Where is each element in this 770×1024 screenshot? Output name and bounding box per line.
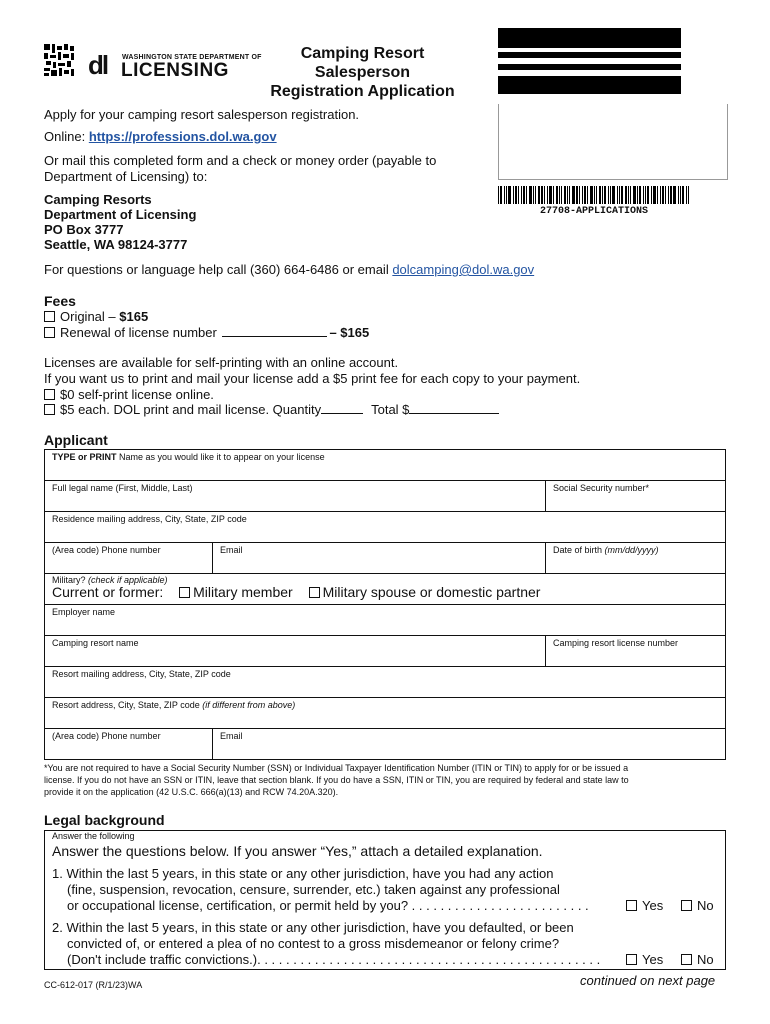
barcode-stripe bbox=[569, 186, 570, 204]
print-info: Licenses are available for self-printing with an online account. If you want us to print and mail your license add a $5 print fee for each copy to your payment. bbox=[44, 355, 581, 386]
resort-phone-field[interactable]: (Area code) Phone number bbox=[45, 729, 213, 760]
barcode-stripe bbox=[645, 186, 646, 204]
agency-name-big: LICENSING bbox=[121, 60, 229, 81]
barcode-stripe bbox=[582, 186, 583, 204]
barcode-stripe bbox=[504, 186, 505, 204]
military-member-checkbox[interactable] bbox=[179, 587, 190, 598]
barcode-stripe bbox=[612, 186, 615, 204]
question-2: 2. Within the last 5 years, in this state or any other jurisdiction, have you defaulted, or been convicted of, or entered a plea of no contest to a gross misdemeanor or felony crime? (Don't include traffic convictions.). . . . . . . . . . . . . . . . . . . . . . . . . . . . . . . . . . . . . . . . . . . . . . . . bbox=[52, 920, 601, 967]
military-field: Military? (check if applicable) Current or former: Military member Military spouse or domestic partner bbox=[45, 574, 726, 605]
mail-instructions: Or mail this completed form and a check or money order (payable to Department of Licensing) to: bbox=[44, 153, 437, 184]
barcode-stripe bbox=[541, 186, 543, 204]
military-spouse-checkbox[interactable] bbox=[309, 587, 320, 598]
barcode-stripe bbox=[590, 186, 593, 204]
barcode-stripe bbox=[604, 186, 606, 204]
barcode-stripe bbox=[643, 186, 644, 204]
barcode-stripe bbox=[651, 186, 652, 204]
q2-no: No bbox=[681, 952, 714, 967]
barcode-stripe bbox=[535, 186, 536, 204]
form-number: CC-612-017 (R/1/23)WA bbox=[44, 980, 143, 990]
barcode-stripe bbox=[673, 186, 676, 204]
barcode-stripe bbox=[556, 186, 558, 204]
phone-field[interactable]: (Area code) Phone number bbox=[45, 543, 213, 574]
barcode-stripe bbox=[647, 186, 649, 204]
resort-license-field[interactable]: Camping resort license number bbox=[546, 636, 726, 667]
barcode-stripe bbox=[533, 186, 534, 204]
barcode-stripe bbox=[680, 186, 681, 204]
q1-no: No bbox=[681, 898, 714, 913]
barcode-stripe bbox=[608, 186, 609, 204]
fee-original: Original – $165 bbox=[44, 309, 148, 325]
qr-code-icon bbox=[44, 44, 74, 76]
barcode-stripe bbox=[670, 186, 672, 204]
barcode-stripe bbox=[518, 186, 519, 204]
barcode-stripe bbox=[688, 186, 689, 204]
barcode-stripe bbox=[515, 186, 517, 204]
question-1: 1. Within the last 5 years, in this state or any other jurisdiction, have you had any action (fine, suspension, revocation, censure, surrender, etc.) taken against any professional or occupational license, certification, or permit held by you? . . . . . . . . . . . . . . . . . . . . . . . . . bbox=[52, 866, 589, 913]
barcode-stripe bbox=[621, 186, 623, 204]
dol-print-option: $5 each. DOL print and mail license. Quantity Total $ bbox=[44, 402, 499, 418]
barcode-stripe bbox=[602, 186, 603, 204]
barcode-stripe bbox=[653, 186, 656, 204]
barcode-stripe bbox=[686, 186, 687, 204]
barcode-stripe bbox=[564, 186, 566, 204]
dob-field[interactable]: Date of birth (mm/dd/yyyy) bbox=[546, 543, 726, 574]
office-use-box bbox=[498, 104, 728, 180]
renewal-checkbox[interactable] bbox=[44, 327, 55, 338]
answer-following: Answer the following bbox=[52, 831, 135, 841]
resort-address-field[interactable]: Resort address, City, State, ZIP code (if different from above) bbox=[45, 698, 726, 729]
barcode-stripe bbox=[561, 186, 562, 204]
q1-yes-checkbox[interactable] bbox=[626, 900, 637, 911]
barcode-stripe bbox=[668, 186, 669, 204]
original-checkbox[interactable] bbox=[44, 311, 55, 322]
legal-instructions: Answer the questions below. If you answer “Yes,” attach a detailed explanation. bbox=[52, 843, 543, 859]
q2-no-checkbox[interactable] bbox=[681, 954, 692, 965]
barcode-stripe bbox=[584, 186, 586, 204]
resort-name-field[interactable]: Camping resort name bbox=[45, 636, 546, 667]
legal-heading: Legal background bbox=[44, 812, 165, 828]
barcode-text: 27708-APPLICATIONS bbox=[540, 206, 649, 217]
employer-field[interactable]: Employer name bbox=[45, 605, 726, 636]
barcode-stripe bbox=[630, 186, 631, 204]
email-link[interactable]: dolcamping@dol.wa.gov bbox=[392, 262, 535, 277]
q1-yes: Yes bbox=[626, 898, 663, 913]
online-line: Online: https://professions.dol.wa.gov bbox=[44, 129, 277, 144]
barcode-stripe bbox=[625, 186, 627, 204]
barcode-stripe bbox=[639, 186, 641, 204]
resort-mailing-field[interactable]: Resort mailing address, City, State, ZIP code bbox=[45, 667, 726, 698]
fees-heading: Fees bbox=[44, 293, 76, 309]
barcode-stripe bbox=[678, 186, 679, 204]
barcode-stripe bbox=[547, 186, 548, 204]
self-print-checkbox[interactable] bbox=[44, 389, 55, 400]
barcode-stripe bbox=[567, 186, 568, 204]
form-title: Camping Resort Salesperson Registration Application bbox=[270, 45, 455, 100]
barcode-icon bbox=[498, 186, 718, 204]
barcode-stripe bbox=[660, 186, 661, 204]
q2-yes-checkbox[interactable] bbox=[626, 954, 637, 965]
renewal-license-number-field[interactable] bbox=[222, 326, 327, 337]
office-use-stamp-bars bbox=[498, 28, 681, 100]
barcode-stripe bbox=[506, 186, 507, 204]
ssn-field[interactable]: Social Security number* bbox=[546, 481, 726, 512]
barcode-stripe bbox=[665, 186, 666, 204]
barcode-stripe bbox=[657, 186, 658, 204]
barcode-stripe bbox=[610, 186, 611, 204]
online-link[interactable]: https://professions.dol.wa.gov bbox=[88, 129, 277, 144]
barcode-stripe bbox=[572, 186, 575, 204]
resort-email-field[interactable]: Email bbox=[213, 729, 726, 760]
q2-yes: Yes bbox=[626, 952, 663, 967]
applicant-heading: Applicant bbox=[44, 432, 108, 448]
email-field[interactable]: Email bbox=[213, 543, 546, 574]
barcode-stripe bbox=[662, 186, 664, 204]
barcode-stripe bbox=[521, 186, 522, 204]
barcode-stripe bbox=[579, 186, 580, 204]
dol-logo-mark: dl bbox=[88, 50, 108, 80]
intro-line: Apply for your camping resort salesperson registration. bbox=[44, 107, 360, 122]
agency-name-small: WASHINGTON STATE DEPARTMENT OF bbox=[122, 54, 262, 61]
residence-address-field[interactable]: Residence mailing address, City, State, ZIP code bbox=[45, 512, 726, 543]
barcode-stripe bbox=[508, 186, 511, 204]
barcode-stripe bbox=[544, 186, 545, 204]
license-name-field[interactable]: TYPE or PRINT Name as you would like it to appear on your license bbox=[45, 450, 726, 481]
continued-note: continued on next page bbox=[580, 973, 716, 988]
barcode-stripe bbox=[596, 186, 597, 204]
full-name-field[interactable]: Full legal name (First, Middle, Last) bbox=[45, 481, 546, 512]
barcode-stripe bbox=[553, 186, 554, 204]
barcode-stripe bbox=[594, 186, 595, 204]
barcode-stripe bbox=[529, 186, 532, 204]
total-field[interactable] bbox=[409, 403, 499, 414]
barcode-stripe bbox=[637, 186, 638, 204]
q1-no-checkbox[interactable] bbox=[681, 900, 692, 911]
mailing-address: Camping Resorts Department of Licensing PO Box 3777 Seattle, WA 98124-3777 bbox=[44, 192, 197, 252]
barcode-stripe bbox=[513, 186, 514, 204]
barcode-stripe bbox=[599, 186, 601, 204]
barcode-stripe bbox=[619, 186, 620, 204]
applicant-table bbox=[44, 449, 726, 760]
barcode-stripe bbox=[498, 186, 499, 204]
barcode-stripe bbox=[617, 186, 618, 204]
barcode-stripe bbox=[587, 186, 588, 204]
barcode-stripe bbox=[549, 186, 552, 204]
barcode-stripe bbox=[500, 186, 502, 204]
barcode-stripe bbox=[523, 186, 525, 204]
questions-line: For questions or language help call (360) 664-6486 or email dolcamping@dol.wa.gov bbox=[44, 262, 535, 277]
barcode-stripe bbox=[576, 186, 578, 204]
dol-print-checkbox[interactable] bbox=[44, 404, 55, 415]
ssn-footnote: *You are not required to have a Social Security Number (SSN) or Individual Taxpayer Identification Number (ITIN or TIN) to apply for or be issued a license. If you do not have an SSN or ITIN, leave that section blank. If you do have a SSN, ITIN or TIN, you are required by federal and state law to provide it on the application (42 U.S.C. 666(a)(13) and RCW 74.20A.320). bbox=[44, 763, 629, 797]
barcode-stripe bbox=[559, 186, 560, 204]
self-print-option: $0 self-print license online. bbox=[44, 387, 214, 403]
barcode-stripe bbox=[538, 186, 540, 204]
barcode-stripe bbox=[628, 186, 629, 204]
barcode-stripe bbox=[633, 186, 636, 204]
barcode-stripe bbox=[526, 186, 527, 204]
fee-renewal: Renewal of license number – $165 bbox=[44, 325, 369, 341]
barcode-stripe bbox=[682, 186, 684, 204]
quantity-field[interactable] bbox=[321, 403, 363, 414]
